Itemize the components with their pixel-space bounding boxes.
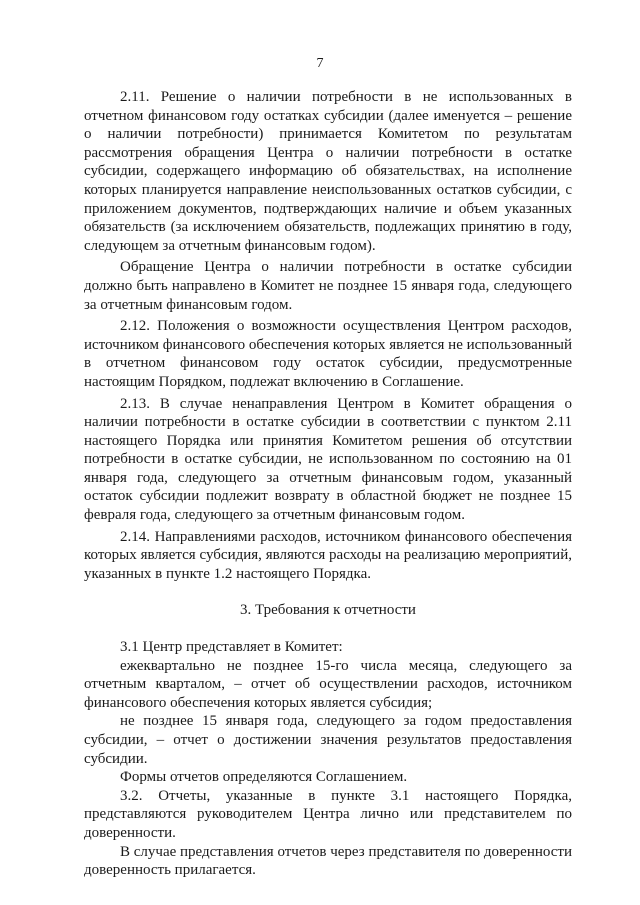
paragraph-2-12: 2.12. Положения о возможности осуществления Центром расходов, источником финансового обеспечения которых является не использованный в отчетном финансовом году остаток субсидии, предусмотренные настоящим Порядком, подлежат включению в Соглашение. <box>84 318 572 390</box>
paragraph-2-11-appeal: Обращение Центра о наличии потребности в остатке субсидии должно быть направлено в Комитет не позднее 15 января года, следующего за отчетным финансовым годом. <box>84 259 572 313</box>
paragraph-2-13: 2.13. В случае ненаправления Центром в Комитет обращения о наличии потребности в остатке субсидии в соответствии с пунктом 2.11 настоящего Порядка или принятия Комитетом решения об отсутствии потребности в остатке субсидии, не использованном по состоянию на 01 января года, следующего за отчетным финансовым годом, указанный остаток субсидии подлежит возврату в областной бюджет не позднее 15 февраля года, следующего за отчетным финансовым годом. <box>84 395 572 524</box>
document-body <box>84 88 572 880</box>
paragraph-3-1-forms: Формы отчетов определяются Соглашением. <box>120 769 408 786</box>
paragraph-3-1-quarterly: ежеквартально не позднее 15-го числа месяца, следующего за отчетным кварталом, – отчет об осуществлении расходов, источником финансового обеспечения которых является субсидия; <box>84 657 572 711</box>
page-number: 7 <box>316 56 324 71</box>
paragraph-3-1: 3.1 Центр представляет в Комитет: <box>120 639 343 656</box>
paragraph-3-1-annual: не позднее 15 января года, следующего за годом предоставления субсидии, – отчет о достижении значения результатов предоставления субсидии. <box>84 713 572 767</box>
section-3-heading: 3. Требования к отчетности <box>240 602 416 619</box>
paragraph-3-2-proxy: В случае представления отчетов через представителя по доверенности доверенность прилагается. <box>84 843 572 879</box>
paragraph-2-11: 2.11. Решение о наличии потребности в не использованных в отчетном финансовом году остатках субсидии (далее именуется – решение о наличии потребности) принимается Комитетом по результатам рассмотрения обращения Центра о наличии потребности в остатке субсидии, содержащего информацию об обязательствах, на исполнение которых планируется направление неиспользованных остатков субсидии, с приложением документов, подтверждающих наличие и объем указанных обязательств (за исключением обязательств, подлежащих принятию в году, следующем за отчетным финансовым годом). <box>84 89 572 254</box>
paragraph-3-2: 3.2. Отчеты, указанные в пункте 3.1 настоящего Порядка, представляются руководителем Центра лично или представителем по доверенности. <box>84 787 572 841</box>
paragraph-2-14: 2.14. Направлениями расходов, источником финансового обеспечения которых является субсидия, являются расходы на реализацию мероприятий, указанных в пункте 1.2 настоящего Порядка. <box>84 528 572 582</box>
